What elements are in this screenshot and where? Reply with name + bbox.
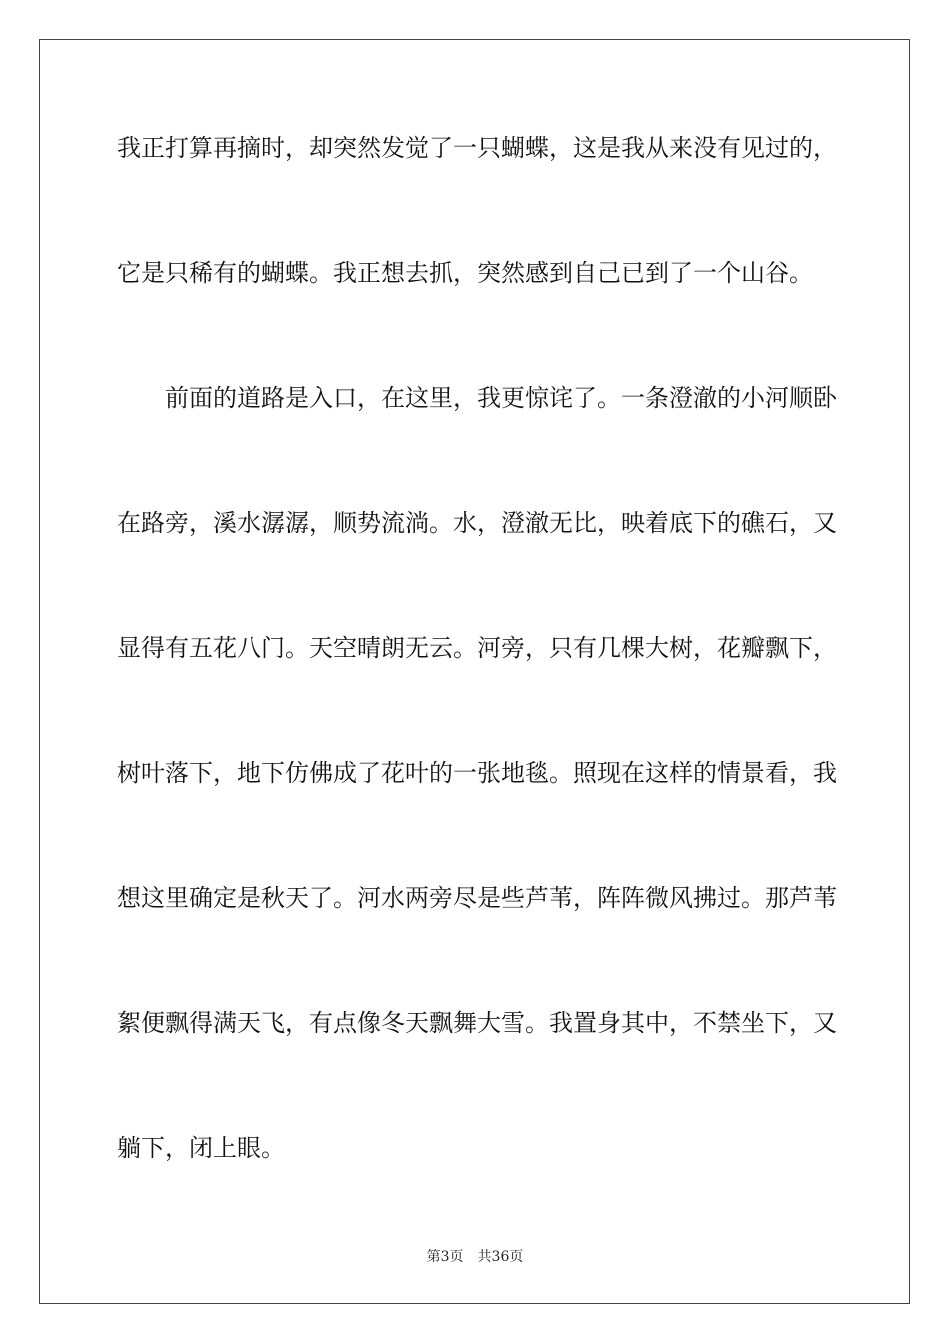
page-total: 共36页 xyxy=(477,1249,524,1265)
text-line: 在路旁，溪水潺潺，顺势流淌。水，澄澈无比，映着底下的礁石，又 xyxy=(117,509,837,537)
page-border xyxy=(39,39,910,1304)
text-line: 我正打算再摘时，却突然发觉了一只蝴蝶，这是我从来没有见过的， xyxy=(117,134,837,162)
page-number: 第3页 xyxy=(426,1249,464,1265)
text-line: 想这里确定是秋天了。河水两旁尽是些芦苇，阵阵微风拂过。那芦苇 xyxy=(117,884,837,912)
page-footer xyxy=(0,1246,950,1266)
text-line: 前面的道路是入口，在这里，我更惊诧了。一条澄澈的小河顺卧 xyxy=(165,384,837,412)
text-line: 显得有五花八门。天空晴朗无云。河旁，只有几棵大树，花瓣飘下， xyxy=(117,634,837,662)
text-line: 絮便飘得满天飞，有点像冬天飘舞大雪。我置身其中，不禁坐下，又 xyxy=(117,1009,837,1037)
text-line: 躺下，闭上眼。 xyxy=(117,1134,285,1162)
text-line: 树叶落下，地下仿佛成了花叶的一张地毯。照现在这样的情景看，我 xyxy=(117,759,837,787)
text-line: 它是只稀有的蝴蝶。我正想去抓，突然感到自己已到了一个山谷。 xyxy=(117,259,813,287)
